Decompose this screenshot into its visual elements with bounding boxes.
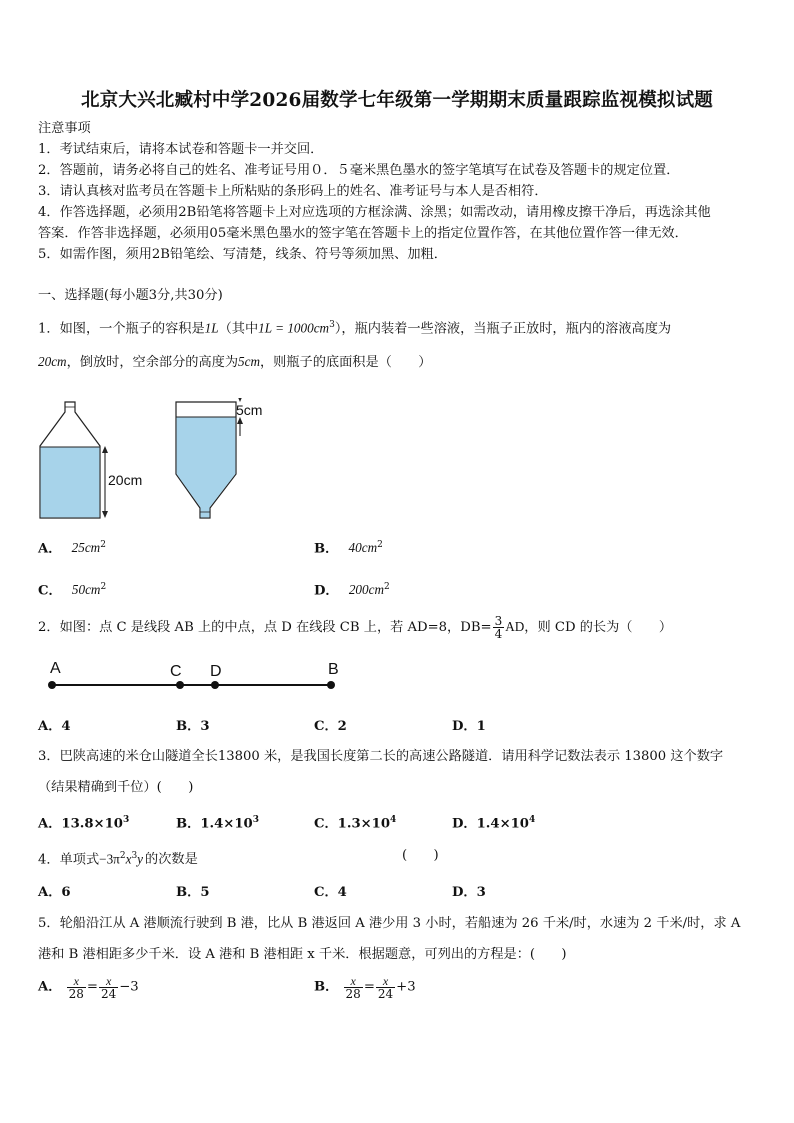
fraction [99,975,118,1000]
point-d-label: D [210,663,222,680]
q1-math: 1L [204,320,219,336]
question-5-line-1: 5．轮船沿江从 A 港顺流行驶到 B 港，比从 B 港返回 A 港少用 3 小时，若船速为 26 千米/时，水速为 2 千米/时，求 A [38,916,741,931]
q4-expr: −3π [99,851,120,867]
q2-text: AD [505,619,525,634]
question-4-text: 4．单项式$-3\pi^2x^3y$ 的次数是 [38,851,198,868]
bottle-figure [38,398,278,522]
fraction-numerator: x [67,975,86,988]
q1-option-d [314,578,390,600]
q3-option-a [38,811,129,833]
fraction-numerator: x [99,975,118,988]
q4-answer-blank: ( ) [402,848,439,863]
option-value: 25cm [71,540,101,556]
q4-text: 4．单项式 [38,852,100,868]
fraction-denominator: 28 [68,987,84,1001]
option-letter: A． [38,979,62,995]
q1-math: 20cm [38,354,67,369]
question-1-line-2 [38,353,431,372]
option-sup: 2 [377,540,383,550]
option-value: 200cm [348,582,384,598]
q1-text: 1．如图，一个瓶子的容积是 [38,321,205,337]
option-text: B．1.4×10 [176,816,253,832]
upright-bottle-liquid [41,447,100,517]
option-letter: D． [314,583,339,599]
q2-option-a: A．4 [38,719,71,734]
q2-fraction [493,615,505,640]
q1-text: ），瓶内装着一些溶液，当瓶子正放时，瓶内的溶液高度为 [334,321,672,337]
q1-sup: 3 [329,320,335,330]
q2-option-c: C．2 [314,719,347,734]
point-b-dot [327,681,335,689]
option-sup: 2 [100,540,106,550]
notice-item: 1．考试结束后，请将本试卷和答题卡一并交回． [38,142,324,157]
fraction-numerator: x [376,975,395,988]
q2-text: 2．如图：点 C 是线段 AB 上的中点，点 D 在线段 CB 上，若 AD=8，DB= [38,620,492,635]
option-sup: 3 [122,815,130,825]
q2-text: ，则 CD 的长为（ ） [524,620,673,635]
point-a-dot [48,681,56,689]
option-sup: 2 [384,582,390,592]
option-sup: 2 [100,582,107,592]
q5-option-a [38,975,139,1000]
option-text: C．1.3×10 [314,816,391,832]
q1-text: ，则瓶子的底面积是（ ） [260,355,432,370]
q3-option-d [452,811,535,833]
notice-item: 答案．作答非选择题，必须用05毫米黑色墨水的签字笔在答题卡上的指定位置作答，在其他位置作答一律无效． [38,226,688,241]
fraction-denominator: 28 [345,987,361,1001]
label-5cm: 5cm [236,402,263,418]
option-value: 40cm [348,540,378,556]
q1-text: （其中 [218,321,259,337]
option-letter: B． [314,979,339,995]
label-20cm: 20cm [108,472,143,488]
point-d-dot [211,681,219,689]
equation-tail: +3 [396,979,416,995]
notice-item: 5．如需作图，须用2B铅笔绘、写清楚，线条、符号等须加黑、加粗． [38,247,447,262]
q5-option-b [314,975,416,1000]
fraction [376,975,395,1000]
q1-math: 5cm [238,354,260,369]
option-value: 50cm [71,582,101,598]
page-title: 北京大兴北臧村中学2026届数学七年级第一学期期末质量跟踪监视模拟试题 [81,90,713,111]
notice-item: 3．请认真核对监考员在答题卡上所粘贴的条形码上的姓名、准考证号与本人是否相符． [38,184,548,199]
point-c-dot [176,681,184,689]
notice-heading: 注意事项 [38,121,91,136]
q3-option-b [176,811,259,833]
section-heading: 一、选择题(每小题3分,共30分) [38,288,223,303]
equals-sign: = [86,979,98,995]
question-3-line-2: （结果精确到千位）( ) [38,780,194,795]
point-a-label: A [50,660,61,677]
option-sup: 3 [252,815,259,825]
q2-option-d: D．1 [452,719,486,734]
q1-math: 1L = 1000cm [258,320,330,336]
q1-option-b [314,536,383,558]
point-b-label: B [328,661,339,678]
q3-option-c [314,811,396,833]
fraction-numerator: x [344,975,363,988]
equation-tail: −3 [119,979,139,995]
inverted-bottle-liquid [177,417,236,517]
notice-item: 4．作答选择题，必须用2B铅笔将答题卡上对应选项的方框涂满、涂黑；如需改动，请用橡皮擦干净后，再选涂其他 [38,205,711,220]
notice-item: 2．答题前，请务必将自己的姓名、准考证号用０．５毫米黑色墨水的签字笔填写在试卷及答题卡的规定位置． [38,163,680,178]
fraction-denominator: 4 [494,627,503,641]
question-2-text [38,615,672,640]
segment-figure [40,656,350,696]
q2-option-b: B．3 [176,719,210,734]
option-letter: B． [314,541,339,557]
fraction-denominator: 24 [100,987,117,1001]
q1-option-a [38,536,106,558]
fraction-numerator: 3 [494,614,503,628]
question-1-line-1 [38,316,671,338]
option-letter: A． [38,541,62,557]
option-text: D．1.4×10 [452,816,529,832]
fraction [67,975,86,1000]
fraction [344,975,363,1000]
q1-text: ，倒放时，空余部分的高度为 [66,355,239,370]
q4-option-b: B．5 [176,885,210,900]
equals-sign: = [363,979,375,995]
q4-option-a: A．6 [38,885,71,900]
q1-option-c [38,578,106,600]
option-text: A．13.8×10 [38,816,123,832]
fraction-denominator: 24 [377,987,394,1001]
question-5-line-2: 港和 B 港相距多少千米．设 A 港和 B 港相距 x 千米．根据题意，可列出的方程是：( ) [38,947,567,962]
question-3-line-1: 3．巴陕高速的米仓山隧道全长13800 米，是我国长度第二长的高速公路隧道．请用科学记数法表示 13800 这个数字 [38,749,724,764]
point-c-label: C [170,663,182,680]
q4-option-c: C．4 [314,885,347,900]
option-sup: 4 [528,815,536,825]
option-sup: 4 [390,815,397,825]
q4-option-d: D．3 [452,885,486,900]
option-letter: C． [38,583,62,599]
q4-text: 的次数是 [145,852,198,868]
